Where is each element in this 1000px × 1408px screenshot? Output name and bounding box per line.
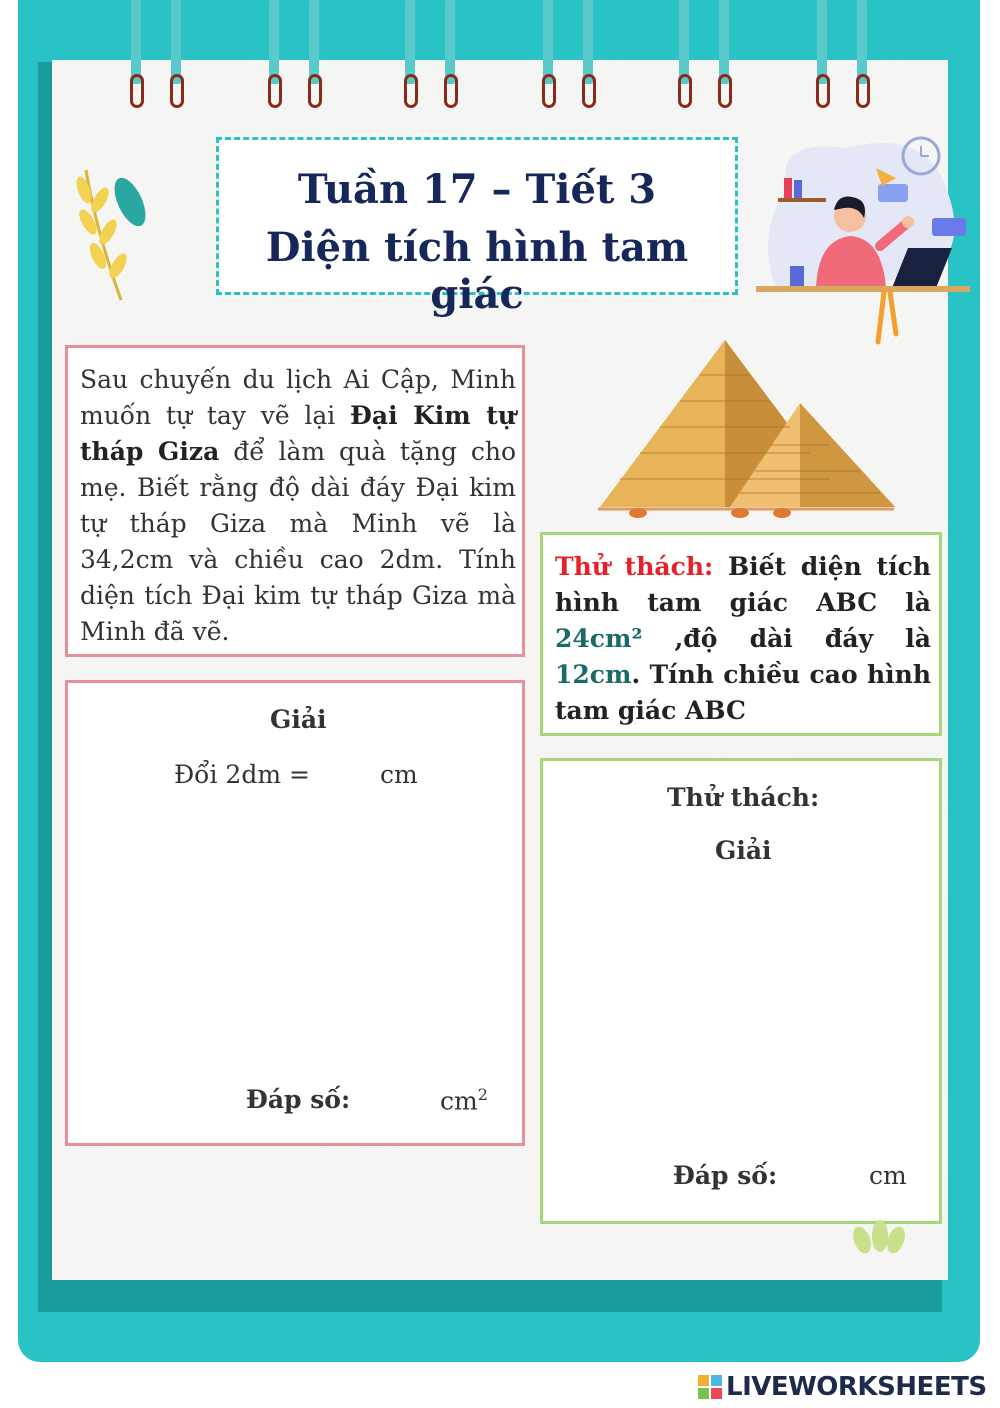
convert-label: Đổi 2dm = — [174, 760, 310, 789]
pyramids-illustration — [590, 335, 900, 525]
binder-ring — [170, 0, 182, 108]
binder-ring — [582, 0, 594, 108]
person-at-laptop-illustration — [756, 128, 970, 348]
challenge-solution-heading: Giải — [715, 836, 772, 865]
problem-box — [65, 345, 525, 657]
challenge-solution-label: Thử thách: — [667, 783, 820, 812]
binder-ring — [444, 0, 456, 108]
binder-ring — [404, 0, 416, 108]
answer-unit: $cm^2$ — [440, 1085, 488, 1116]
area-value: 24cm² — [555, 624, 643, 653]
solution-box — [65, 680, 525, 1146]
problem-text: Sau chuyến du lịch Ai Cập, Minh muốn tự tay vẽ lại Đại Kim tự tháp Giza để làm quà tặng cho mẹ. Biết rằng độ dài đáy Đại kim tự tháp Giza mà Minh vẽ là 34,2cm và chiều cao 2dm. Tính diện tích Đại kim tự tháp Giza mà Minh đã vẽ. — [80, 365, 516, 646]
convert-unit: cm — [380, 760, 418, 789]
challenge-solution-box — [540, 758, 942, 1224]
binder-ring — [856, 0, 868, 108]
liveworksheets-logo-icon — [698, 1375, 722, 1399]
binder-ring — [816, 0, 828, 108]
binder-ring — [268, 0, 280, 108]
challenge-answer-unit: cm — [869, 1161, 907, 1190]
page-subtitle: Diện tích hình tam giác — [265, 224, 689, 318]
binder-ring — [718, 0, 730, 108]
challenge-answer-label: Đáp số: — [673, 1161, 778, 1190]
title-box — [216, 137, 738, 318]
page-title: Tuần 17 – Tiết 3 — [297, 166, 657, 213]
binder-ring — [308, 0, 320, 108]
base-value: 12cm — [555, 660, 632, 689]
challenge-label: Thử thách: — [555, 552, 714, 581]
binder-ring — [678, 0, 690, 108]
binder-ring — [542, 0, 554, 108]
brand-name: LIVEWORKSHEETS — [726, 1372, 987, 1402]
leaf-decoration-icon — [66, 160, 156, 310]
binder-ring — [130, 0, 142, 108]
pyramid-name: Đại Kim tự tháp Giza — [80, 401, 516, 466]
solution-heading: Giải — [270, 705, 327, 734]
leaf-decoration-icon — [848, 1214, 908, 1258]
challenge-box — [540, 532, 942, 736]
footer-brand — [698, 1372, 998, 1404]
challenge-text: Thử thách: Biết diện tích hình tam giác ABC là 24cm² ,độ dài đáy là 12cm. Tính chiều cao hình tam giác ABC — [555, 552, 931, 725]
answer-label: Đáp số: — [246, 1085, 351, 1114]
